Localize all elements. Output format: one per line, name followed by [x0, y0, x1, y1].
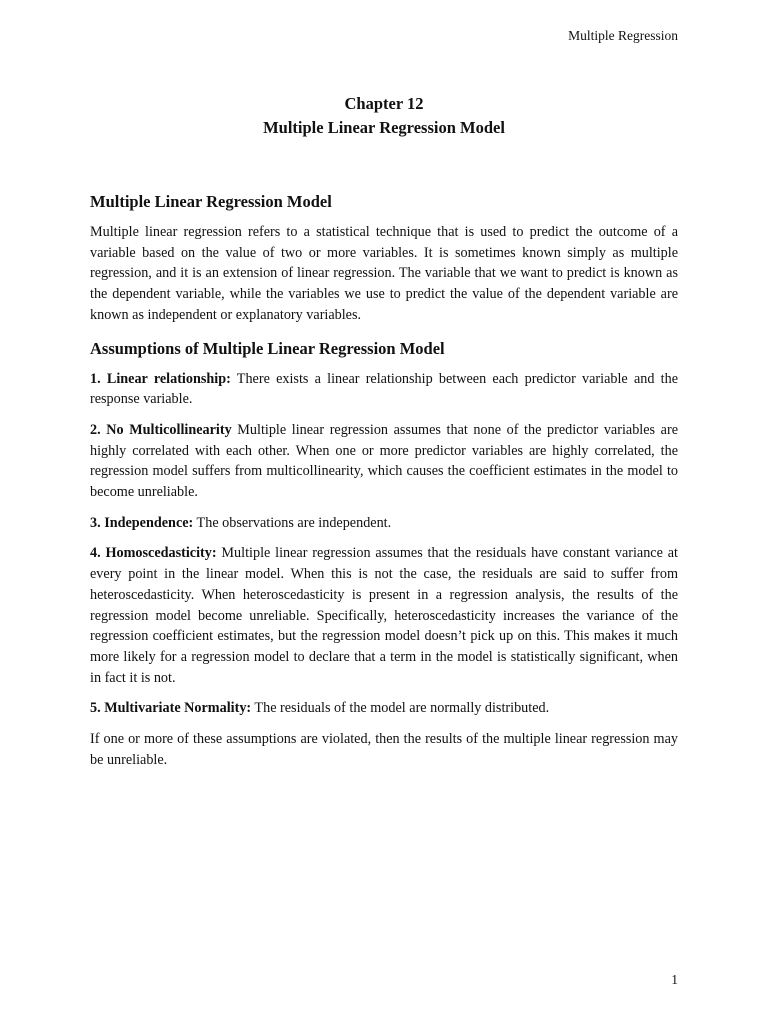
- assumption-text: Multiple linear regression assumes that the residuals have constant variance at every point in the linear model. When this is not the case, the residuals are said to suffer from heteroscedasticity. When heteroscedasticity is present in a regression analysis, the results of the regression model become unreliable. Specifically, heteroscedasticity increases the variance of the regression coefficient estimates, but the regression model doesn’t pick up on this. This makes it much more likely for a regression model to declare that a term in the model is statistically significant, when in fact it is not.: [90, 545, 678, 686]
- assumption-text: There exists a linear relationship between each predictor variable and the response variable.: [90, 370, 679, 408]
- chapter-title: Multiple Linear Regression Model: [263, 118, 505, 137]
- section-heading-assumptions: Assumptions of Multiple Linear Regression Model: [90, 338, 445, 358]
- assumption-item: [90, 369, 678, 410]
- assumption-item: [90, 543, 678, 688]
- assumption-item: [90, 698, 678, 719]
- chapter-number: Chapter 12: [344, 94, 424, 113]
- assumption-item: [90, 513, 678, 534]
- page-content: [90, 92, 678, 770]
- page-number: 1: [671, 972, 678, 987]
- assumption-label: 1. Linear relationship:: [90, 370, 231, 387]
- assumption-text: The observations are independent.: [193, 514, 392, 531]
- assumption-text: Multiple linear regression assumes that none of the predictor variables are highly correlated with each other. When one or more predictor variables are highly correlated, the regression model suffers from multicollinearity, which causes the coefficient estimates in the model to become unreliable.: [90, 421, 678, 501]
- assumption-label: 2. No Multicollinearity: [90, 421, 232, 438]
- assumption-label: 4. Homoscedasticity:: [90, 545, 217, 562]
- running-head: Multiple Regression: [568, 28, 678, 43]
- assumption-text: The residuals of the model are normally distributed.: [251, 700, 550, 717]
- assumption-item: [90, 420, 678, 503]
- closing-paragraph: If one or more of these assumptions are violated, then the results of the multiple linear regression may be unreliable.: [90, 731, 678, 768]
- section-heading-mlr: Multiple Linear Regression Model: [90, 192, 332, 211]
- assumption-label: 3. Independence:: [90, 514, 194, 531]
- section-body-mlr: Multiple linear regression refers to a statistical technique that is used to predict the outcome of a variable based on the value of two or more variables. It is sometimes known simply as multiple regression, and it is an extension of linear regression. The variable that we want to predict is known as the dependent variable, while the variables we use to predict the value of the dependent variable are known as independent or explanatory variables.: [90, 224, 678, 323]
- assumption-label: 5. Multivariate Normality:: [90, 700, 252, 717]
